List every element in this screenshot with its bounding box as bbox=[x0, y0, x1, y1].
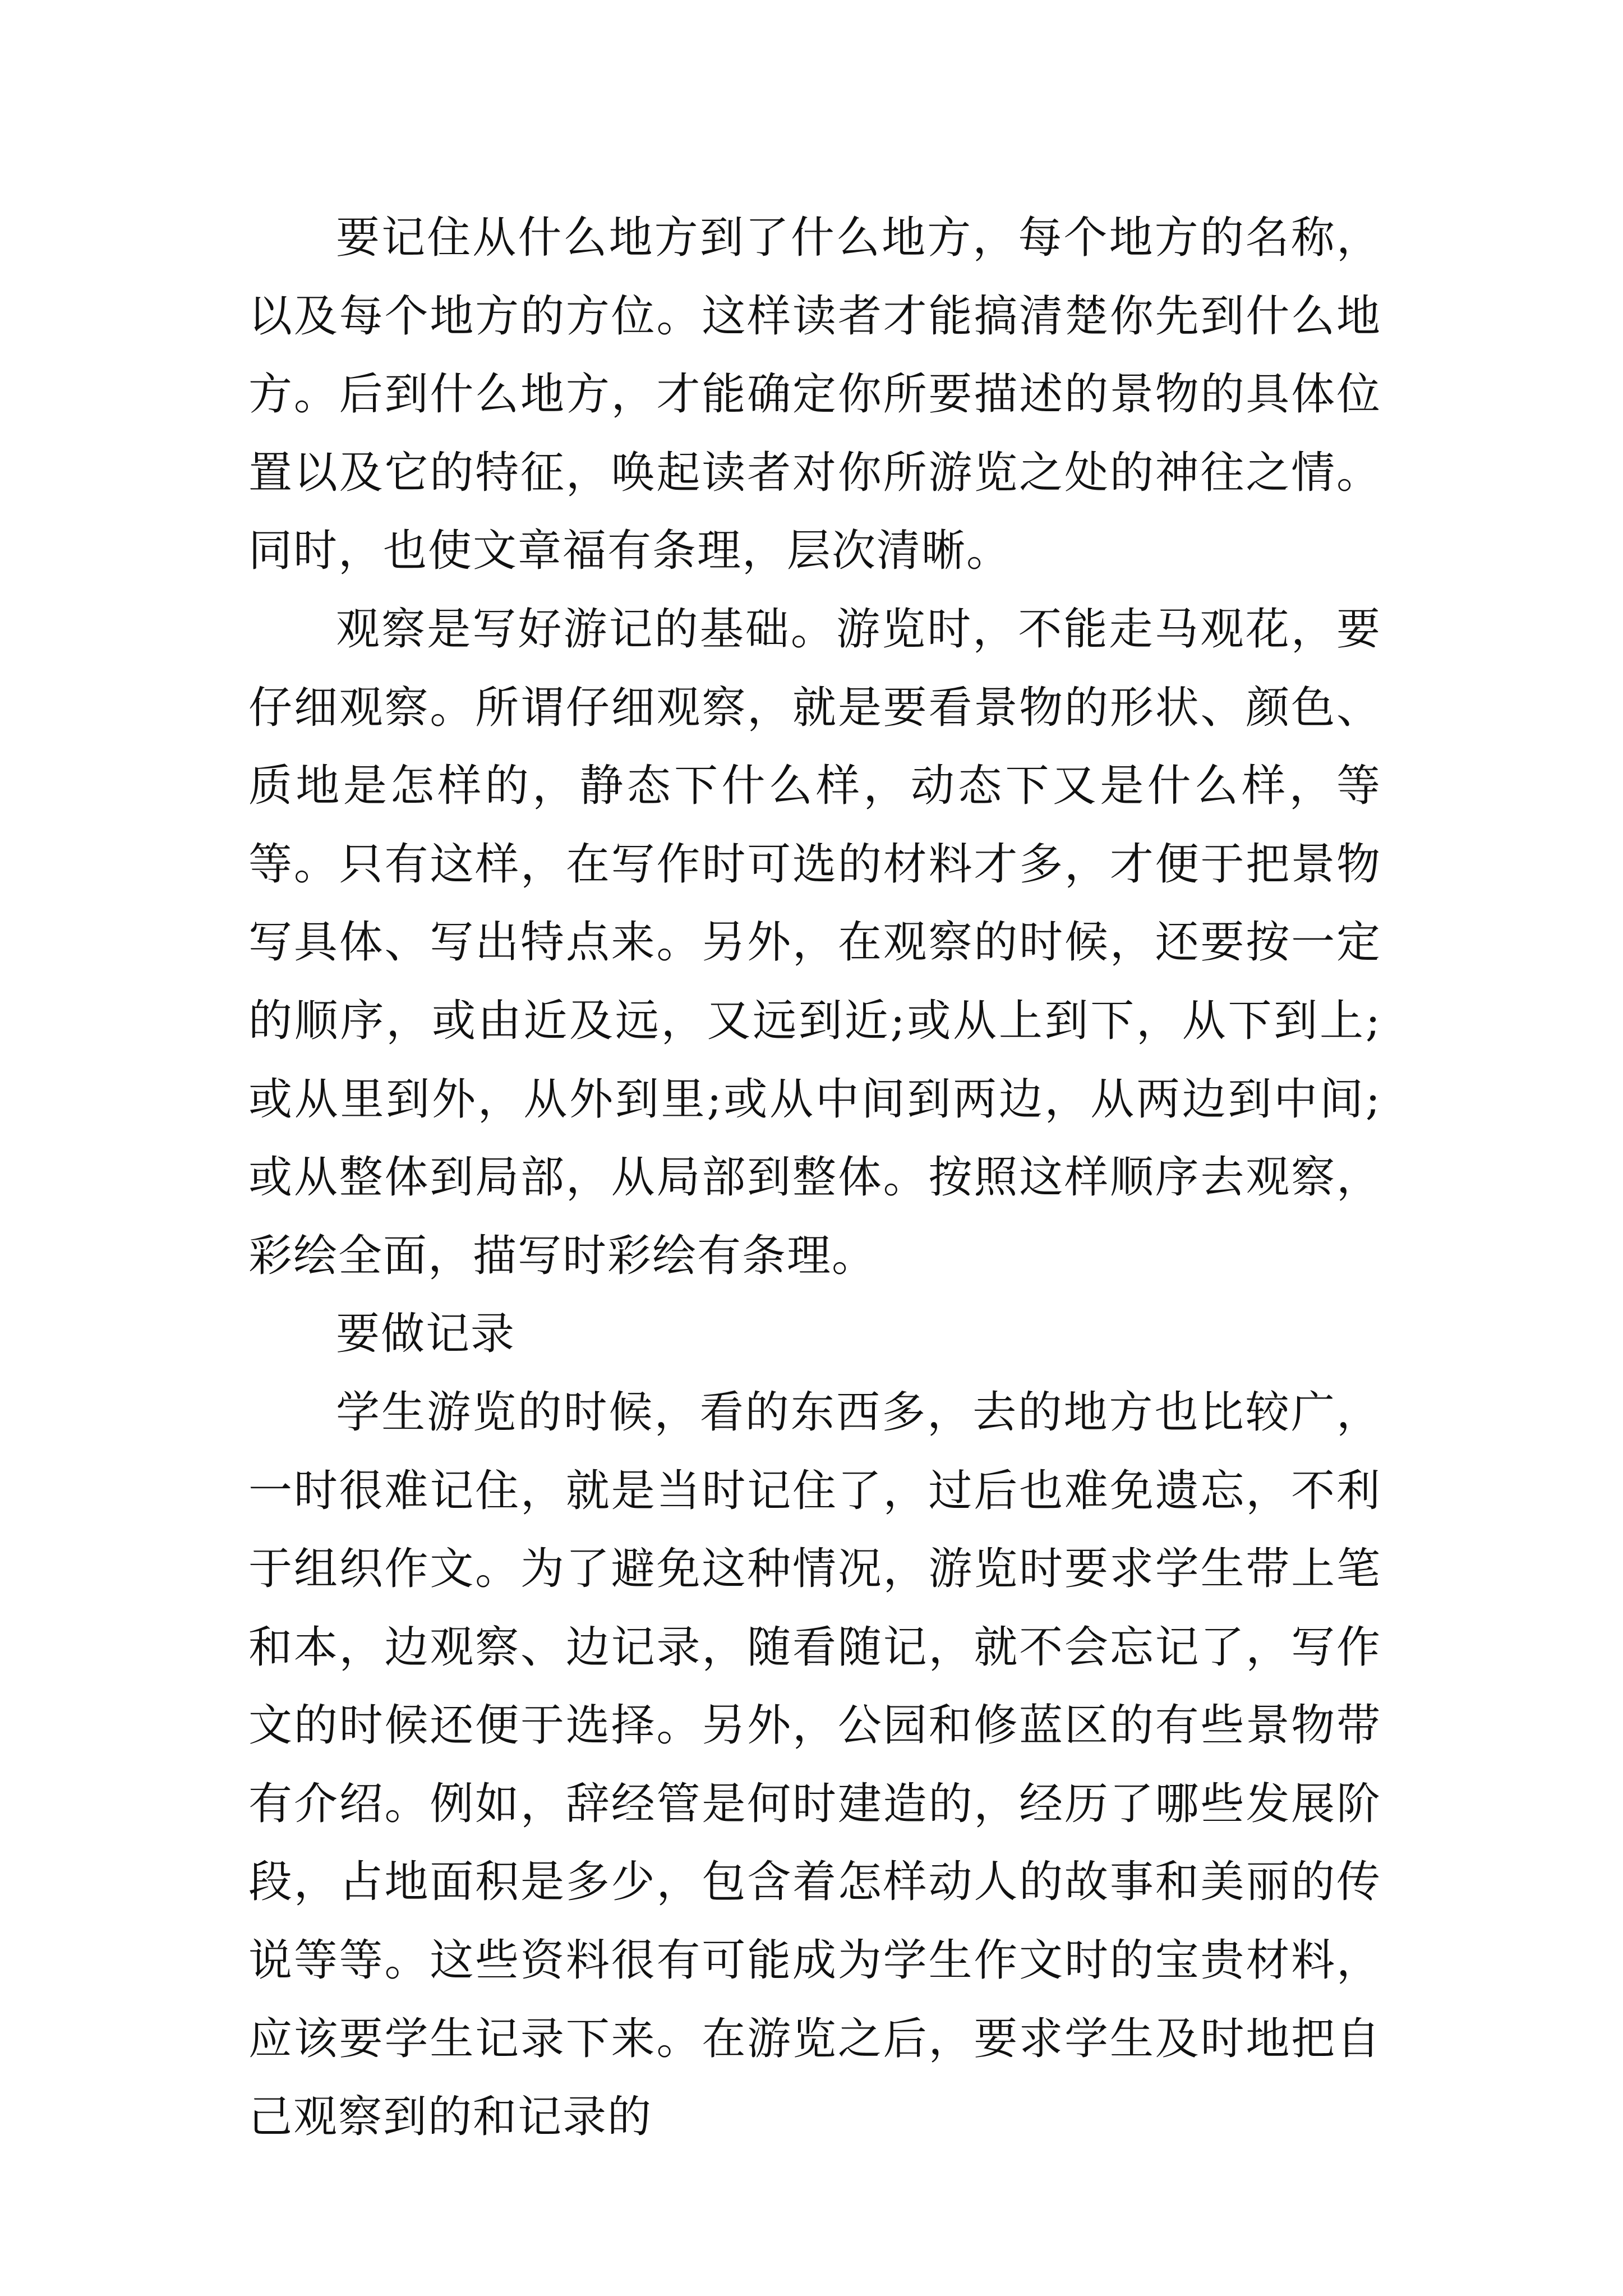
section-heading-take-notes: 要做记录 bbox=[336, 1309, 516, 1360]
paragraph-route-memory: 要记住从什么地方到了什么地方，每个地方的名称，以及每个地方的方位。这样读者才能搞清楚你先到什么地方。后到什么地方，才能确定你所要描述的景物的具体位置以及它的特征，唤起读者对你所游览之处的神往之情。同时，也使文章福有条理，层次清晰。 bbox=[248, 213, 1381, 577]
paragraph-observation: 观察是写好游记的基础。游览时，不能走马观花，要仔细观察。所谓仔细观察，就是要看景物的形状、颜色、质地是怎样的，静态下什么样，动态下又是什么样，等等。只有这样，在写作时可选的材料才多，才便于把景物写具体、写出特点来。另外，在观察的时候，还要按一定的顺序，或由近及远，又远到近;或从上到下，从下到上;或从里到外，从外到里;或从中间到两边，从两边到中间;或从整体到局部，从局部到整体。按照这样顺序去观察，彩绘全面，描写时彩绘有条理。 bbox=[248, 604, 1381, 1281]
paragraph-note-taking: 学生游览的时候，看的东西多，去的地方也比较广，一时很难记住，就是当时记住了，过后也难免遗忘，不利于组织作文。为了避免这种情况，游览时要求学生带上笔和本，边观察、边记录，随看随记，就不会忘记了，写作文的时候还便于选择。另外，公园和修蓝区的有些景物带有介绍。例如，辞经管是何时建造的，经历了哪些发展阶段，占地面积是多少，包含着怎样动人的故事和美丽的传说等等。这些资料很有可能成为学生作文时的宝贵材料，应该要学生记录下来。在游览之后，要求学生及时地把自己观察到的和记录的 bbox=[248, 1387, 1381, 2143]
document-body bbox=[248, 199, 1381, 2157]
